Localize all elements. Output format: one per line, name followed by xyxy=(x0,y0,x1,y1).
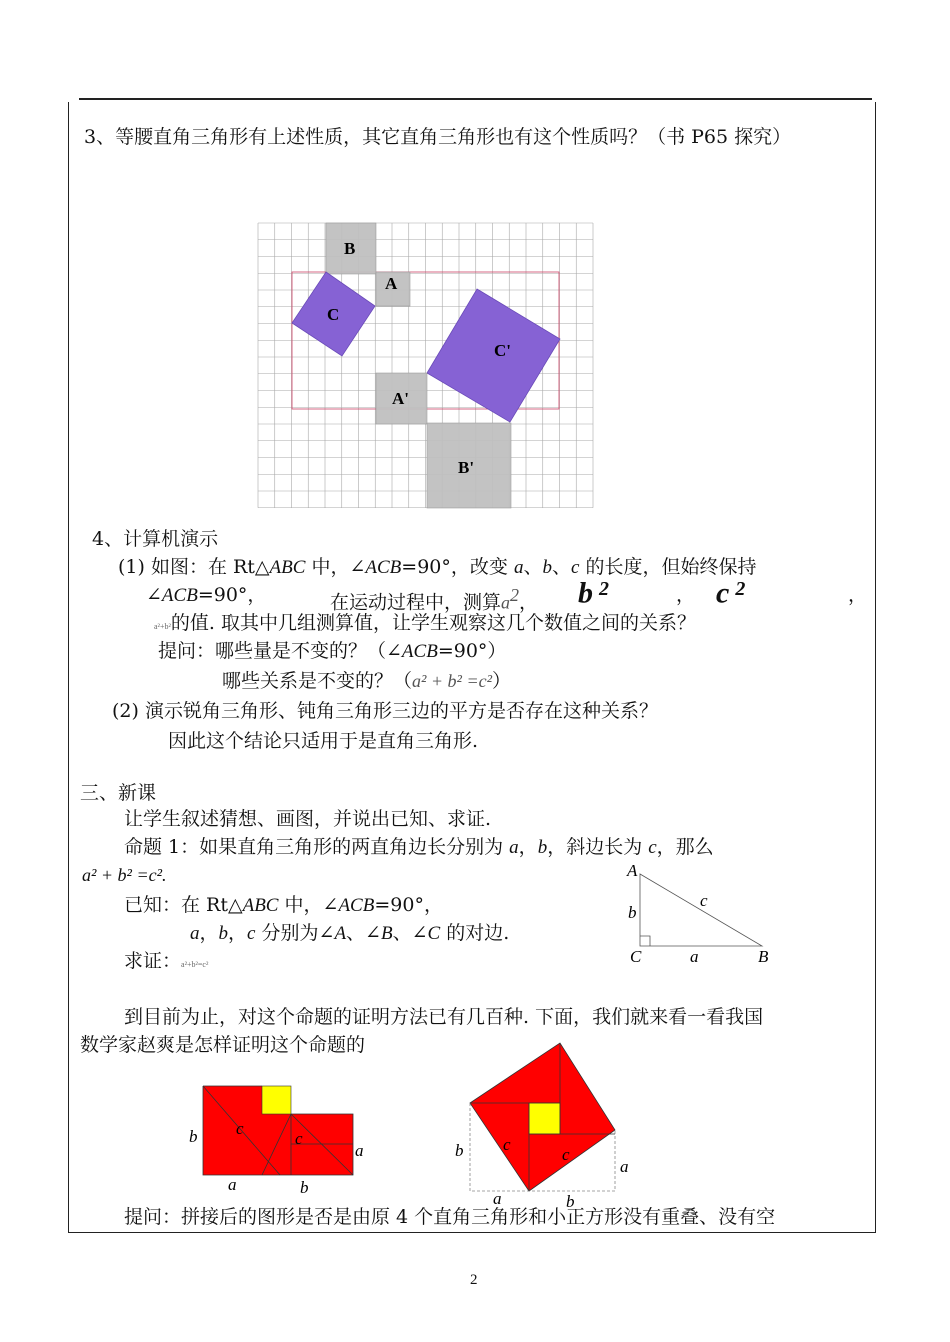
zhao-figure-2 xyxy=(448,1040,648,1220)
s3-line-6: 求证：a²+b²=c² xyxy=(124,950,209,972)
s4-line-2a: ∠ACB=90°， xyxy=(146,584,267,606)
section-3-title: 三、新课 xyxy=(80,782,157,804)
label-c: C xyxy=(327,305,340,324)
s3-line-4: 已知：在 Rt△ABC 中，∠ACB=90°， xyxy=(124,894,443,916)
zhao1-label-a-bottom: a xyxy=(228,1175,237,1194)
zhao1-label-a-right: a xyxy=(355,1141,364,1160)
zhao1-label-c1: c xyxy=(236,1119,244,1138)
s4-line-3: a²+b²的值. 取其中几组测算值，让学生观察这几个数值之间的关系？ xyxy=(154,612,696,634)
tri-label-c-side: c xyxy=(700,891,708,910)
question-3: 3、等腰直角三角形有上述性质，其它直角三角形也有这个性质吗？（书 P65 探究） xyxy=(84,126,792,148)
s3-line-1: 让学生叙述猜想、画图，并说出已知、求证. xyxy=(124,808,492,830)
label-a-prime: A' xyxy=(392,389,409,408)
tri-label-a-side: a xyxy=(690,947,699,966)
zhao2-label-c2: c xyxy=(562,1145,570,1164)
s4-line-4: 提问：哪些量是不变的？（∠ACB=90°） xyxy=(158,640,507,662)
s4-line-1: (1) 如图：在 Rt△ABC 中，∠ACB=90°，改变 a、b、c 的长度，但始终保持 xyxy=(118,556,757,578)
s4-c-squared: $c^2$ xyxy=(716,576,752,610)
zhao2-label-b-bottom: b xyxy=(566,1192,575,1211)
zhao1-label-b: b xyxy=(189,1127,198,1146)
section-4-title: 4、计算机演示 xyxy=(92,528,219,550)
zhao1-label-c2: c xyxy=(295,1129,303,1148)
s4-b-squared: $b^2$ xyxy=(578,576,615,610)
s3-line-3: a² + b² =c². xyxy=(82,865,167,885)
label-a: A xyxy=(385,274,398,293)
s4-line-5: 哪些关系是不变的？（a² + b² =c²） xyxy=(222,670,512,692)
grid-figure xyxy=(255,220,597,512)
para-line-1: 到目前为止，对这个命题的证明方法已有几百种. 下面，我们就来看一看我国 xyxy=(124,1006,764,1028)
tri-label-b-side: b xyxy=(628,903,637,922)
s4-line-6: (2) 演示锐角三角形、钝角三角形三边的平方是否存在这种关系？ xyxy=(112,700,658,722)
zhao2-label-a-bottom: a xyxy=(493,1189,502,1208)
header-rule xyxy=(79,98,872,100)
s4-line-2b: 在运动过程中，测算$a^2$， xyxy=(330,585,539,614)
s4-comma-2: ， xyxy=(848,584,868,606)
triangle-figure xyxy=(620,860,780,970)
s3-line-2: 命题 1：如果直角三角形的两直角边长分别为 a，b，斜边长为 c，那么 xyxy=(124,836,714,858)
para-line-2: 数学家赵爽是怎样证明这个命题的 xyxy=(80,1034,366,1056)
s4-line-7: 因此这个结论只适用于是直角三角形. xyxy=(168,730,479,752)
zhao-figure-1 xyxy=(180,1080,380,1200)
label-b: B xyxy=(344,239,356,258)
zhao2-label-a-right: a xyxy=(620,1157,629,1176)
page-number: 2 xyxy=(470,1272,478,1288)
tri-label-a-vertex: A xyxy=(627,861,638,880)
zhao1-label-b-bottom: b xyxy=(300,1178,309,1197)
zhao2-label-b: b xyxy=(455,1141,464,1160)
zhao2-label-c1: c xyxy=(503,1135,511,1154)
tri-label-c-vertex: C xyxy=(630,947,642,966)
s4-comma-1: ， xyxy=(676,584,696,606)
question-line: 提问：拼接后的图形是否是由原 4 个直角三角形和小正方形没有重叠、没有空 xyxy=(124,1206,776,1228)
s3-line-5: a，b，c 分别为∠A、∠B、∠C 的对边. xyxy=(190,922,510,944)
label-c-prime: C' xyxy=(494,341,511,360)
label-b-prime: B' xyxy=(458,458,475,477)
tri-label-b-vertex: B xyxy=(758,947,769,966)
